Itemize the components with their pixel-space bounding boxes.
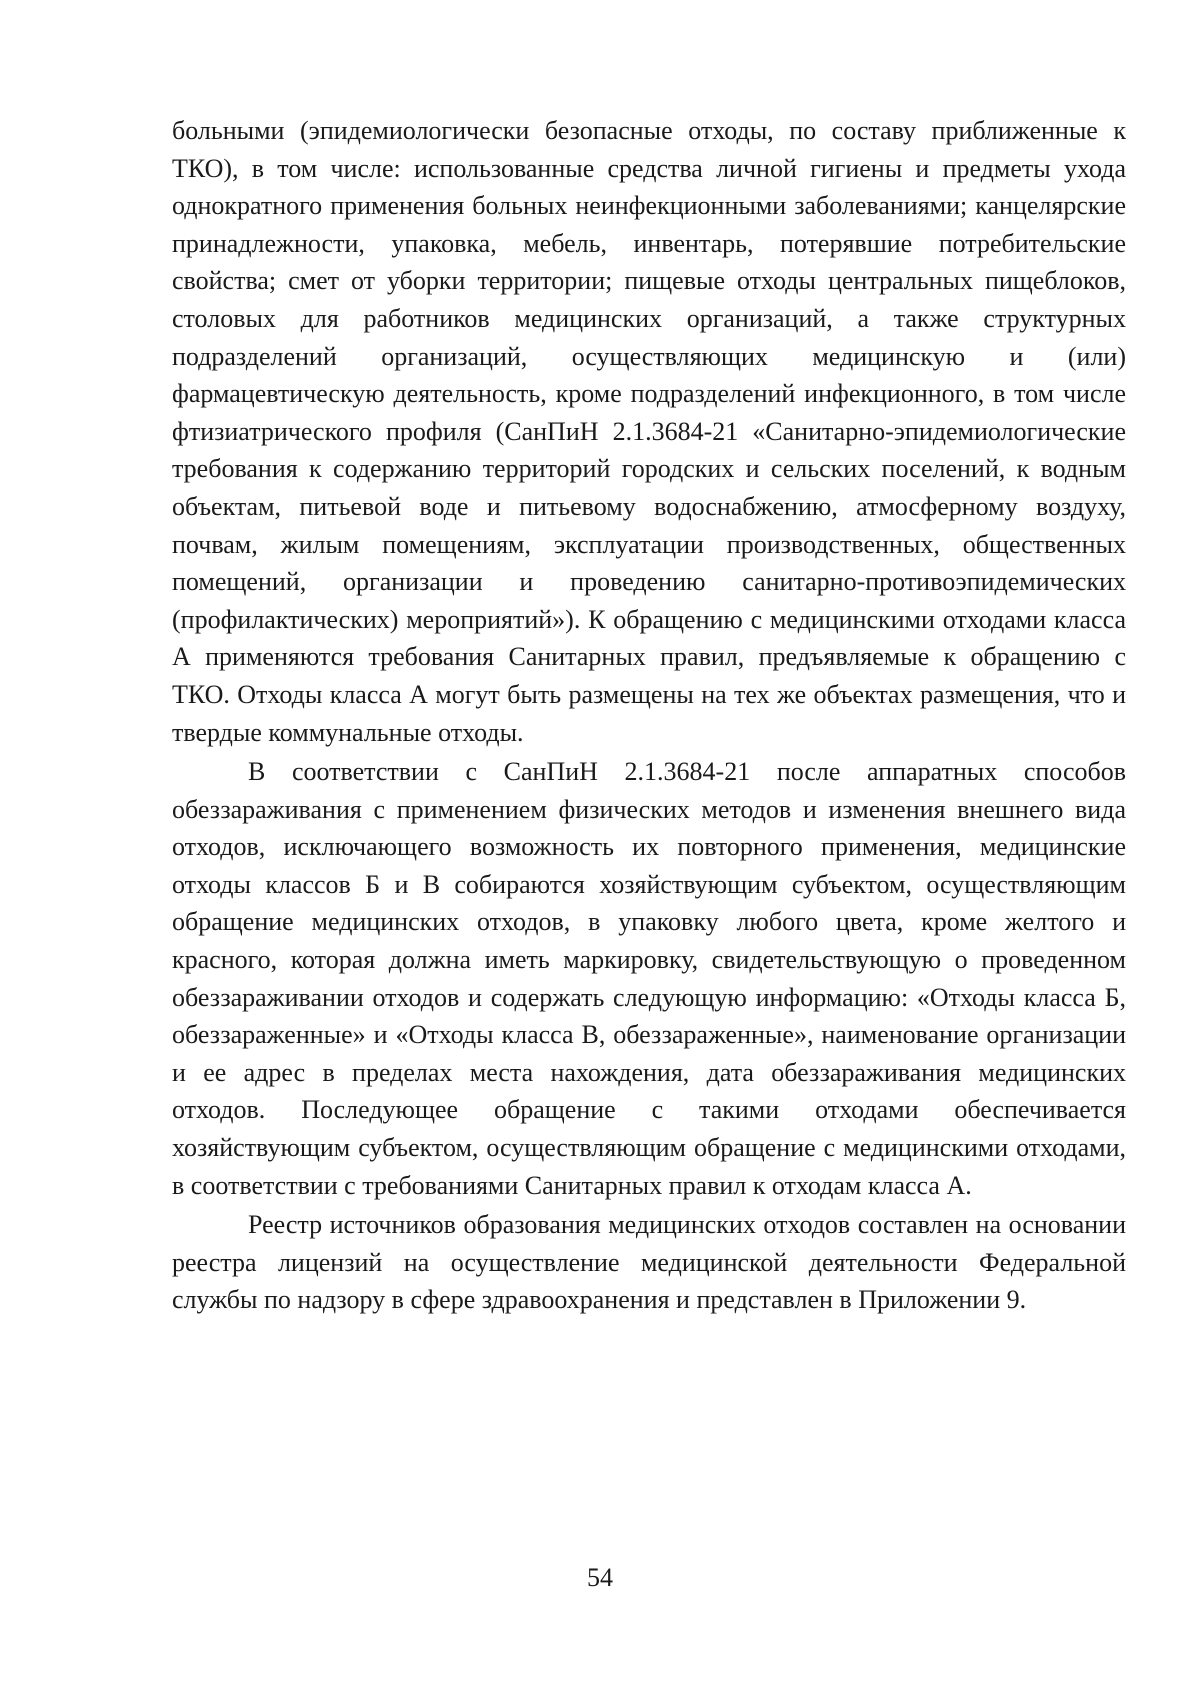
body-text: [172, 112, 1126, 1319]
page-number: 54: [587, 1563, 613, 1592]
paragraph-sanpin-disinfection: В соответствии с СанПиН 2.1.3684-21 после аппаратных способов обеззараживания с применением физических методов и изменения внешнего вида отходов, исключающего возможность их повторного применения, медицинские отходы классов Б и В собираются хозяйствующим субъектом, осуществляющим обращение медицинских отходов, в упаковку любого цвета, кроме желтого и красного, которая должна иметь маркировку, свидетельствующую о проведенном обеззараживании отходов и содержать следующую информацию: «Отходы класса Б, обеззараженные» и «Отходы класса В, обеззараженные», наименование организации и ее адрес в пределах места нахождения, дата обеззараживания медицинских отходов. Последующее обращение с такими отходами обеспечивается хозяйствующим субъектом, осуществляющим обращение с медицинскими отходами, в соответствии с требованиями Санитарных правил к отходам класса А.: [172, 757, 1126, 1200]
paragraph-registry: Реестр источников образования медицинских отходов составлен на основании реестра лицензий на осуществление медицинской деятельности Федеральной службы по надзору в сфере здравоохранения и представлен в Приложении 9.: [172, 1210, 1126, 1315]
paragraph-continued: больными (эпидемиологически безопасные отходы, по составу приближенные к ТКО), в том числе: использованные средства личной гигиены и предметы ухода однократного применения больных неинфекционными заболеваниями; канцелярские принадлежности, упаковка, мебель, инвентарь, потерявшие потребительские свойства; смет от уборки территории; пищевые отходы центральных пищеблоков, столовых для работников медицинских организаций, а также структурных подразделений организаций, осуществляющих медицинскую и (или) фармацевтическую деятельность, кроме подразделений инфекционного, в том числе фтизиатрического профиля (СанПиН 2.1.3684-21 «Санитарно-эпидемиологические требования к содержанию территорий городских и сельских поселений, к водным объектам, питьевой воде и питьевому водоснабжению, атмосферному воздуху, почвам, жилым помещениям, эксплуатации производственных, общественных помещений, организации и проведению санитарно-противоэпидемических (профилактических) мероприятий»). К обращению с медицинскими отходами класса А применяются требования Санитарных правил, предъявляемые к обращению с ТКО. Отходы класса А могут быть размещены на тех же объектах размещения, что и твердые коммунальные отходы.: [172, 116, 1126, 747]
